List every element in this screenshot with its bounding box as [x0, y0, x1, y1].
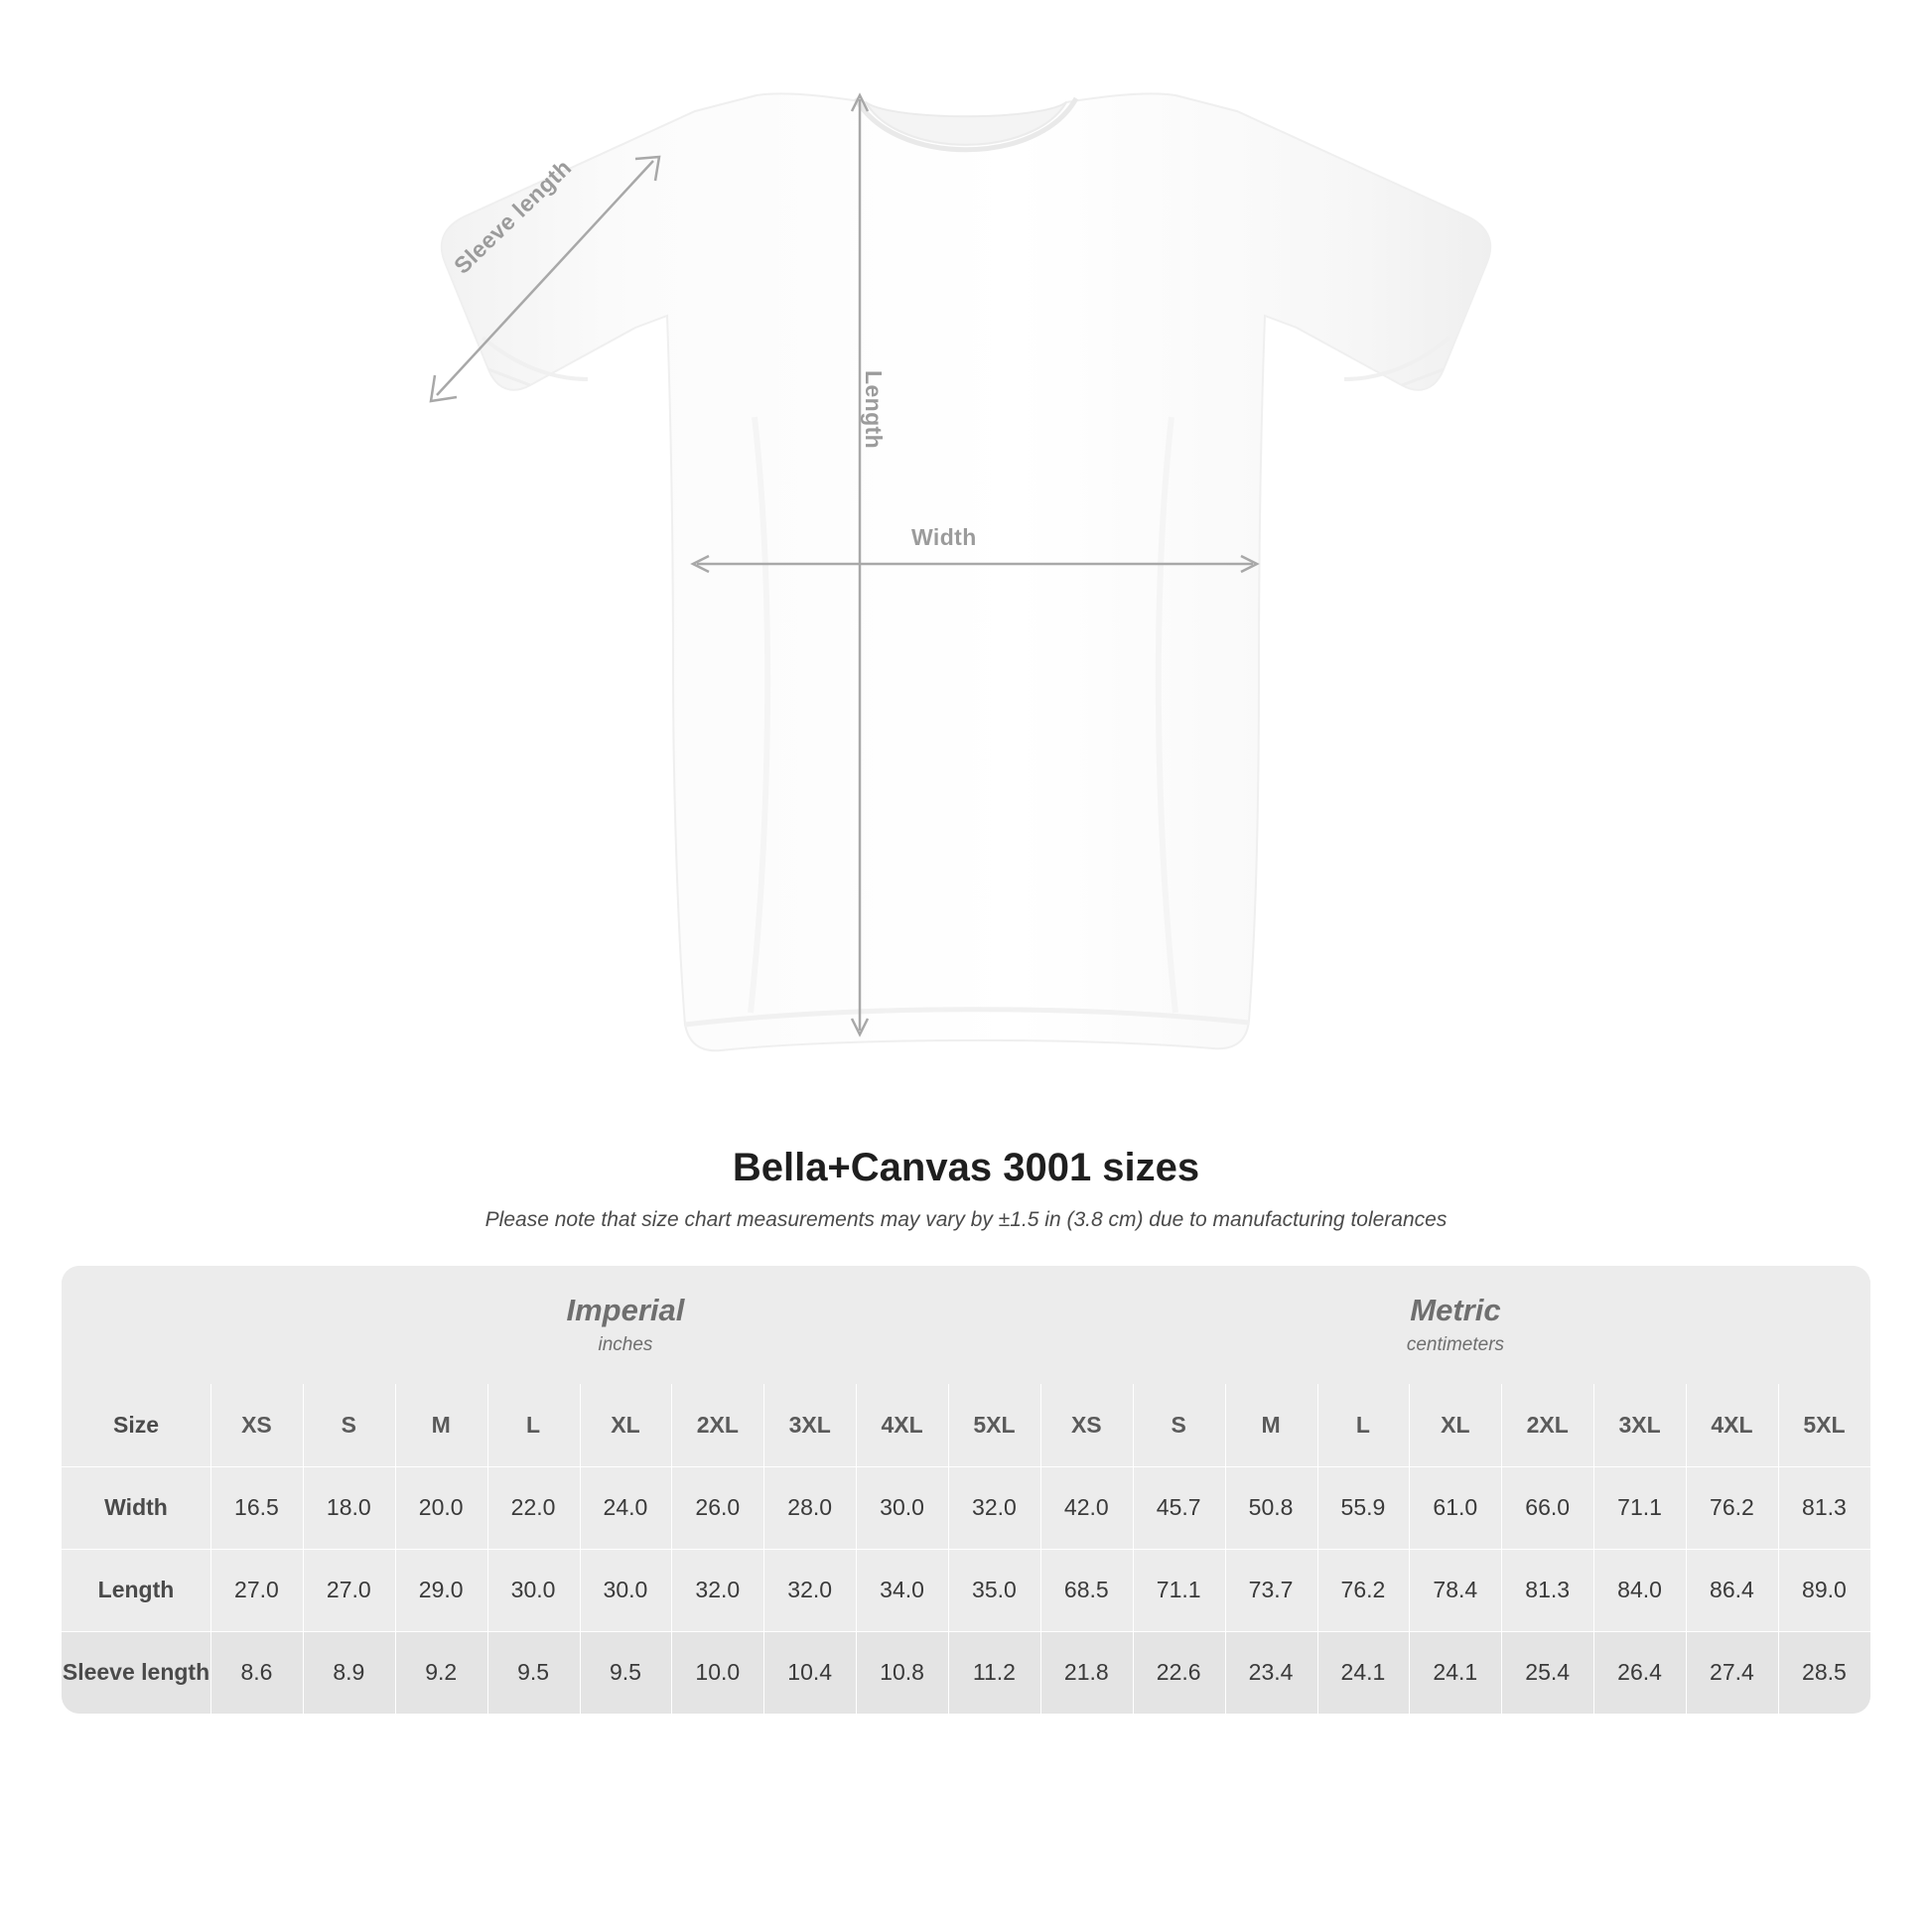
cell: 86.4: [1686, 1549, 1778, 1631]
cell: 22.6: [1133, 1631, 1225, 1714]
column-header: 4XL: [856, 1384, 948, 1466]
cell: 71.1: [1593, 1466, 1686, 1549]
row-header-length: Length: [62, 1549, 210, 1631]
unit-group-row: [62, 1266, 1870, 1384]
cell: 42.0: [1040, 1466, 1133, 1549]
column-header: XL: [580, 1384, 672, 1466]
cell: 76.2: [1317, 1549, 1410, 1631]
cell: 55.9: [1317, 1466, 1410, 1549]
cell: 8.6: [210, 1631, 303, 1714]
width-label: Width: [911, 524, 977, 550]
cell: 23.4: [1225, 1631, 1317, 1714]
column-header: XS: [210, 1384, 303, 1466]
column-header: M: [395, 1384, 487, 1466]
column-header: M: [1225, 1384, 1317, 1466]
cell: 73.7: [1225, 1549, 1317, 1631]
cell: 81.3: [1501, 1549, 1593, 1631]
cell: 32.0: [948, 1466, 1040, 1549]
cell: 81.3: [1778, 1466, 1870, 1549]
cell: 61.0: [1409, 1466, 1501, 1549]
column-header: L: [1317, 1384, 1410, 1466]
size-table: [62, 1266, 1870, 1714]
cell: 30.0: [856, 1466, 948, 1549]
cell: 76.2: [1686, 1466, 1778, 1549]
cell: 27.0: [210, 1549, 303, 1631]
column-header: 2XL: [671, 1384, 763, 1466]
cell: 26.4: [1593, 1631, 1686, 1714]
column-header: XL: [1409, 1384, 1501, 1466]
cell: 20.0: [395, 1466, 487, 1549]
title-block: [0, 1146, 1932, 1232]
cell: 66.0: [1501, 1466, 1593, 1549]
cell: 35.0: [948, 1549, 1040, 1631]
unit-row-spacer: [62, 1266, 210, 1384]
cell: 24.1: [1409, 1631, 1501, 1714]
cell: 9.5: [580, 1631, 672, 1714]
unit-group-imperial-sub: inches: [598, 1333, 653, 1355]
cell: 30.0: [580, 1549, 672, 1631]
cell: 21.8: [1040, 1631, 1133, 1714]
page-title: Bella+Canvas 3001 sizes: [732, 1146, 1200, 1189]
cell: 27.0: [303, 1549, 395, 1631]
row-header-width: Width: [62, 1466, 210, 1549]
cell: 68.5: [1040, 1549, 1133, 1631]
cell: 26.0: [671, 1466, 763, 1549]
cell: 32.0: [671, 1549, 763, 1631]
cell: 29.0: [395, 1549, 487, 1631]
cell: 28.0: [763, 1466, 856, 1549]
cell: 45.7: [1133, 1466, 1225, 1549]
cell: 30.0: [487, 1549, 580, 1631]
column-header: 3XL: [763, 1384, 856, 1466]
column-header: S: [1133, 1384, 1225, 1466]
cell: 24.0: [580, 1466, 672, 1549]
cell: 71.1: [1133, 1549, 1225, 1631]
unit-group-metric-sub: centimeters: [1406, 1333, 1505, 1355]
column-header-size: Size: [62, 1384, 210, 1466]
cell: 24.1: [1317, 1631, 1410, 1714]
column-header: 4XL: [1686, 1384, 1778, 1466]
cell: 32.0: [763, 1549, 856, 1631]
cell: 22.0: [487, 1466, 580, 1549]
column-header: S: [303, 1384, 395, 1466]
cell: 50.8: [1225, 1466, 1317, 1549]
cell: 78.4: [1409, 1549, 1501, 1631]
cell: 25.4: [1501, 1631, 1593, 1714]
cell: 27.4: [1686, 1631, 1778, 1714]
column-header: 5XL: [948, 1384, 1040, 1466]
unit-group-metric: [1040, 1266, 1870, 1384]
column-header: L: [487, 1384, 580, 1466]
cell: 16.5: [210, 1466, 303, 1549]
cell: 84.0: [1593, 1549, 1686, 1631]
row-header-sleeve-length: Sleeve length: [62, 1631, 210, 1714]
table-row: [62, 1631, 1870, 1714]
cell: 28.5: [1778, 1631, 1870, 1714]
cell: 34.0: [856, 1549, 948, 1631]
cell: 10.8: [856, 1631, 948, 1714]
cell: 9.2: [395, 1631, 487, 1714]
unit-group-imperial-name: Imperial: [566, 1293, 685, 1327]
column-header: 5XL: [1778, 1384, 1870, 1466]
cell: 89.0: [1778, 1549, 1870, 1631]
unit-group-metric-name: Metric: [1410, 1293, 1501, 1327]
cell: 10.0: [671, 1631, 763, 1714]
unit-group-imperial: [210, 1266, 1040, 1384]
tolerance-note: Please note that size chart measurements may vary by ±1.5 in (3.8 cm) due to manufacturing tolerances: [484, 1208, 1448, 1231]
sleeve-length-label: Sleeve length: [449, 154, 577, 279]
size-table-container: [62, 1266, 1870, 1714]
column-header: 3XL: [1593, 1384, 1686, 1466]
cell: 8.9: [303, 1631, 395, 1714]
column-header: XS: [1040, 1384, 1133, 1466]
column-header: 2XL: [1501, 1384, 1593, 1466]
cell: 11.2: [948, 1631, 1040, 1714]
cell: 10.4: [763, 1631, 856, 1714]
length-label: Length: [861, 370, 887, 450]
table-row: [62, 1549, 1870, 1631]
cell: 9.5: [487, 1631, 580, 1714]
table-row: [62, 1466, 1870, 1549]
table-header-row: [62, 1384, 1870, 1466]
cell: 18.0: [303, 1466, 395, 1549]
